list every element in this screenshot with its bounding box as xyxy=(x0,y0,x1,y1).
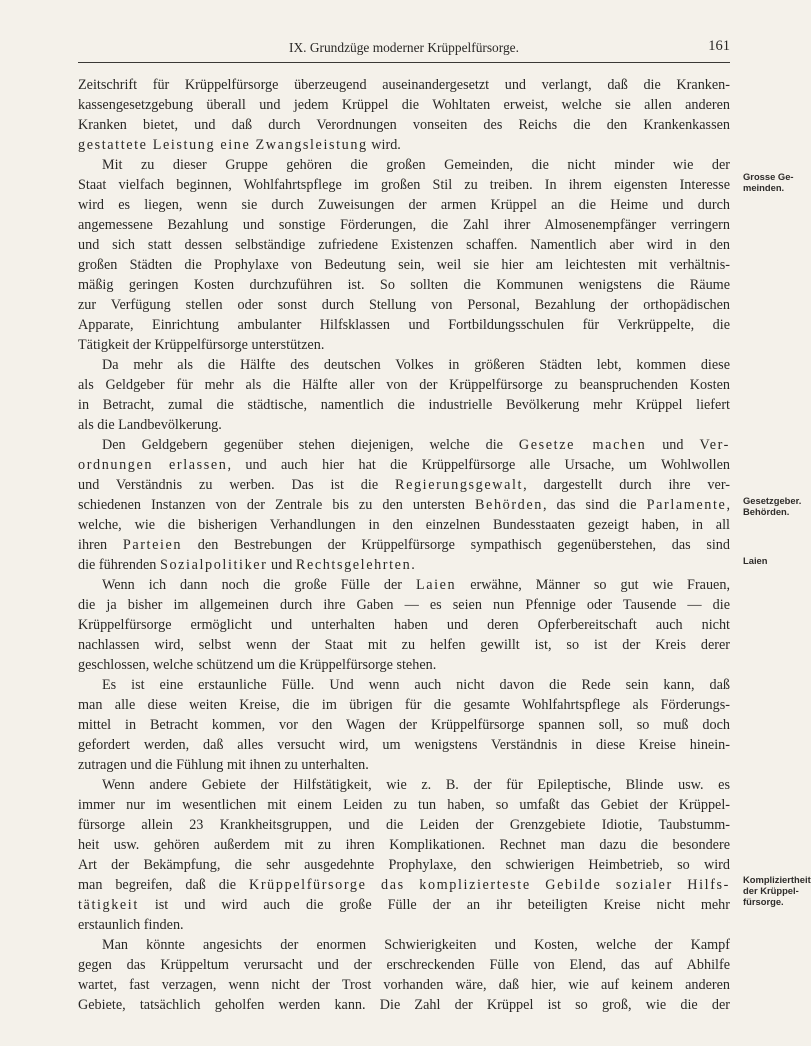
margin-note-text: Grosse Ge- meinden. xyxy=(743,171,794,193)
text-segment: ihren xyxy=(78,537,123,553)
text-line: geschlossen, welche schützend um die Krüppelfürsorge stehen. xyxy=(78,657,437,673)
spaced-emphasis: Gesetze machen xyxy=(518,437,647,453)
spaced-emphasis: Rechtsgelehrten xyxy=(295,557,412,573)
text-line xyxy=(78,575,730,595)
text-line: immer nur im wesentlichen mit einem Leiden zu tun haben, so umfaßt das Gebiet der Krüppel- xyxy=(78,797,730,813)
text-segment: wird. xyxy=(367,137,401,153)
margin-note-text: Kompliziertheit der Krüppel- fürsorge. xyxy=(743,874,811,907)
text-line: wartet, fast verzagen, wenn nicht der Trost vorhanden wäre, daß hier, wie auf keinem anderen xyxy=(78,977,730,993)
text-line: Apparate, Einrichtung ambulanter Hilfsklassen und Fortbildungsschulen für Verkrüppelte, die xyxy=(78,317,730,333)
text-line: mittel in Betracht kommen, vor den Wagen der Krüppelfürsorge spannen soll, so muß doch xyxy=(78,717,730,733)
text-line: Wenn andere Gebiete der Hilfstätigkeit, wie z. B. der für Epileptische, Blinde usw. es xyxy=(102,777,730,793)
text-line: Zeitschrift für Krüppelfürsorge überzeugend auseinandergesetzt und verlangt, daß die Kranken- xyxy=(78,77,730,93)
text-segment: und xyxy=(267,557,296,573)
header-rule xyxy=(78,62,730,63)
text-segment: , dargestellt durch ihre ver- xyxy=(523,477,730,493)
running-header xyxy=(78,34,730,62)
text-line xyxy=(78,895,730,915)
spaced-emphasis: Parlamente xyxy=(646,497,727,513)
text-line: die ja bisher im allgemeinen durch ihre Gaben — es seien nun Pfennige oder Tausende — die xyxy=(78,597,730,613)
spaced-emphasis: Parteien xyxy=(122,537,183,553)
spaced-emphasis: Sozialpolitiker xyxy=(159,557,268,573)
page-number: 161 xyxy=(708,38,730,54)
text-line: Staat vielfach beginnen, Wohlfahrtspflege im großen Stil zu treiben. In ihrem eigensten Interesse xyxy=(78,177,730,193)
text-line xyxy=(78,435,730,455)
spaced-emphasis: Regierungsgewalt xyxy=(395,477,524,493)
text-line: Gebiete, tatsächlich geholfen werden kann. Die Zahl der Krüppel ist so groß, wie die der xyxy=(78,997,730,1013)
body-text xyxy=(78,75,730,1015)
text-segment: den Bestrebungen der Krüppelfürsorge sympathisch gegenüberstehen, das sind xyxy=(182,537,730,553)
text-line: nachlassen wird, selbst wenn der Staat mit zu helfen gewillt ist, so ist der Kreis derer xyxy=(78,637,730,653)
text-line: mäßig geringen Kosten durchzuführen ist. So sollten die Kommunen wenigstens die Räume xyxy=(78,277,730,293)
text-line: man alle diese weiten Kreise, die im übrigen für die gesamte Wohlfahrtspflege als Förderungs- xyxy=(78,697,730,713)
text-line: gegen das Krüppeltum verursacht und der erschreckenden Fülle von Elend, das auf Abhilfe xyxy=(78,957,730,973)
margin-note-kompliziertheit xyxy=(743,874,811,907)
text-line: zutragen und die Fühlung mit ihnen zu unterhalten. xyxy=(78,757,369,773)
text-line: als die Landbevölkerung. xyxy=(78,417,222,433)
text-line: welche, wie die bisherigen Verhandlungen in den einzelnen Bundesstaaten gezeigt haben, in all xyxy=(78,517,730,533)
text-line xyxy=(78,135,730,155)
text-line: gefordert werden, daß alles versucht wird, um wenigstens Verständnis in diese Kreise hinein- xyxy=(78,737,730,753)
text-segment: . xyxy=(411,557,415,573)
text-line: Man könnte angesichts der enormen Schwierigkeiten und Kosten, welche der Kampf xyxy=(102,937,730,953)
text-segment: , und auch hier hat die Krüppelfürsorge alle Ursache, um Wohlwollen xyxy=(227,457,730,473)
spaced-emphasis: tätigkeit xyxy=(78,897,139,913)
text-segment: ist und wird auch die große Fülle der an ihr beteiligten Kreise nicht mehr xyxy=(138,897,730,913)
text-segment: und xyxy=(646,437,700,453)
chapter-title: IX. Grundzüge moderner Krüppelfürsorge. xyxy=(289,40,519,55)
margin-note-text: Gesetzgeber. Behörden. xyxy=(743,495,802,517)
margin-note-grosse-gemeinden xyxy=(743,171,801,193)
text-segment: man begreifen, daß die xyxy=(78,877,250,893)
text-line: Kranken bietet, und daß durch Verordnungen vonseiten des Reichs die den Krankenkassen xyxy=(78,117,730,133)
text-line: Tätigkeit der Krüppelfürsorge unterstützen. xyxy=(78,337,325,353)
text-line: Es ist eine erstaunliche Fülle. Und wenn auch nicht davon die Rede sein kann, daß xyxy=(102,677,730,693)
spaced-emphasis: Laien xyxy=(415,577,457,593)
spaced-emphasis: Behörden xyxy=(474,497,543,513)
text-line: Art der Bekämpfung, die sehr ausgedehnte Prophylaxe, den schwierigen Heimbetrieb, so wird xyxy=(78,857,730,873)
text-line: heit usw. gehören außerdem mit zu ihren Komplikationen. Rechnet man dazu die besondere xyxy=(78,837,730,853)
text-line: zur Verfügung stellen oder sonst durch Stellung von Personal, Bezahlung der orthopädischen xyxy=(78,297,730,313)
text-line: Da mehr als die Hälfte des deutschen Volkes in größeren Städten lebt, kommen diese xyxy=(102,357,730,373)
text-line xyxy=(78,555,730,575)
text-line: Mit zu dieser Gruppe gehören die großen Gemeinden, die nicht minder wie der xyxy=(102,157,730,173)
text-line: und sich statt dessen selbständige zufriedene Existenzen schaffen. Namentlich aber wird in den xyxy=(78,237,730,253)
text-line xyxy=(78,535,730,555)
text-segment: schiedenen Instanzen von der Zentrale bis zu den untersten xyxy=(78,497,475,513)
spaced-emphasis: gestattete Leistung eine Zwangsleistung xyxy=(78,137,368,153)
margin-note-laien xyxy=(743,555,801,566)
text-segment: und Verständnis zu werben. Das ist die xyxy=(78,477,396,493)
text-line: großen Städten die Prophylaxe von Bedeutung sein, weil sie hier am leichtesten mit verhältnis- xyxy=(78,257,730,273)
spaced-emphasis: ordnungen erlassen xyxy=(78,457,228,473)
text-line xyxy=(78,495,730,515)
text-line: wird es liegen, wenn sie durch Zuweisungen der armen Krüppel an die Heime und durch xyxy=(78,197,730,213)
margin-note-gesetzgeber xyxy=(743,495,801,517)
text-line: in Betracht, zumal die städtische, namentlich die industrielle Bevölkerung mehr Krüppel liefert xyxy=(78,397,730,413)
text-line: Krüppelfürsorge ermöglicht und unterhalten haben und deren Opferbereitschaft auch nicht xyxy=(78,617,730,633)
text-line xyxy=(78,475,730,495)
text-line: erstaunlich finden. xyxy=(78,917,184,933)
text-line: als Geldgeber für mehr als die Hälfte aller von der Krüppelfürsorge zu beanspruchenden Kosten xyxy=(78,377,730,393)
text-segment: , das sind die xyxy=(542,497,647,513)
text-segment: erwähne, Männer so gut wie Frauen, xyxy=(456,577,730,593)
text-segment: Den Geldgebern gegenüber stehen diejenigen, welche die xyxy=(102,437,519,453)
text-line: kassengesetzgebung überall und jedem Krüppel die Wohltaten erweist, welche sie allen anderen xyxy=(78,97,730,113)
text-line: angemessene Bezahlung und sonstige Förderungen, die Zahl ihrer Almosenempfänger verringern xyxy=(78,217,730,233)
text-segment: Wenn ich dann noch die große Fülle der xyxy=(102,577,416,593)
margin-note-text: Laien xyxy=(743,555,768,566)
text-line: fürsorge allein 23 Krankheitsgruppen, und die Leiden der Grenzgebiete Idiotie, Taubstumm- xyxy=(78,817,730,833)
spaced-emphasis: Ver- xyxy=(699,437,730,453)
text-line xyxy=(78,455,730,475)
text-segment: , xyxy=(726,497,730,513)
text-segment: die führenden xyxy=(78,557,160,573)
spaced-emphasis: Krüppelfürsorge das komplizierteste Gebilde sozialer Hilfs- xyxy=(249,877,730,893)
text-line xyxy=(78,875,730,895)
